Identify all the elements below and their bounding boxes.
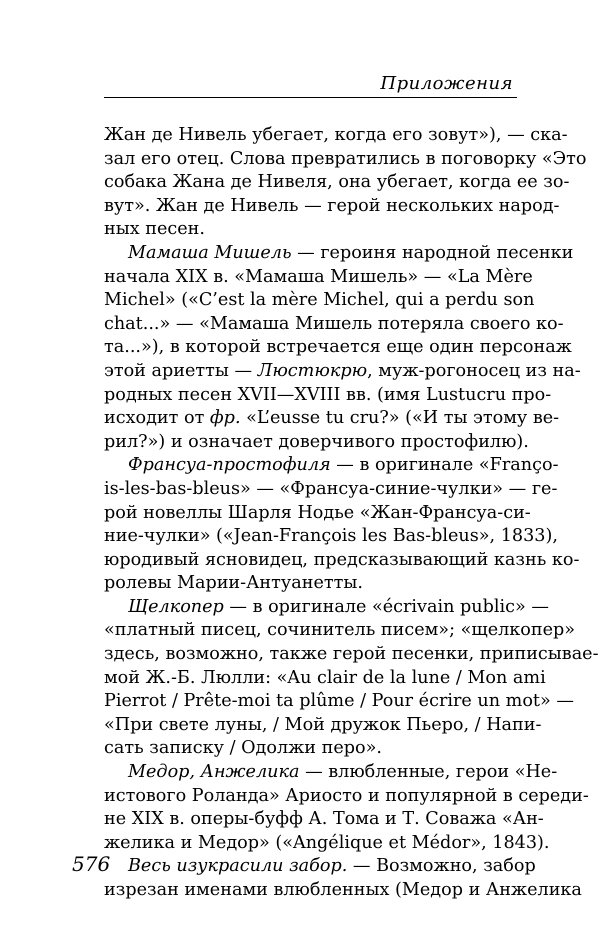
text-line (104, 266, 533, 290)
text-line (104, 832, 550, 856)
text-line (104, 502, 531, 526)
text-run: вут». Жан де Нивель — герой нескольких народ- (104, 195, 560, 216)
text-run: «платный писец, сочинитель писем»; «щелкопер» (104, 620, 576, 641)
text-line (104, 855, 536, 879)
text-run: chat...» — «Мамаша Мишель потеряла своего ко- (104, 313, 564, 334)
text-run: желика и Медор» («Angélique et Médor», 1843). (104, 832, 550, 853)
text-line (104, 289, 535, 313)
text-run: истового Роланда» Ариосто и популярной в середи- (104, 785, 589, 806)
text-run: , муж-рогоносец из на- (367, 360, 581, 381)
text-line (104, 525, 558, 549)
text-line (104, 360, 581, 384)
text-run: Жан де Нивель убегает, когда его зовут»), — ска- (104, 125, 568, 145)
text-line (104, 643, 599, 667)
text-run: ролевы Марии-Антуанетты. (104, 573, 363, 594)
text-run: мой Ж.-Б. Люлли: «Au clair de la lune / Mon ami (104, 667, 546, 688)
text-line (104, 879, 582, 903)
text-line (104, 124, 568, 148)
text-run: — в оригинале «Franço- (330, 455, 559, 476)
text-run: «L’eusse tu cru?» («И ты этому ве- (240, 408, 560, 429)
running-header (104, 73, 517, 98)
text-run: — влюбленные, герои «Не- (299, 762, 558, 783)
text-run: ние-чулки» («Jean-François les Bas-bleus», 1833), (104, 526, 558, 547)
body-text (104, 124, 599, 903)
text-run: здесь, возможно, также герой песенки, приписывае- (104, 644, 599, 665)
text-run: зал его отец. Слова превратились в поговорку «Это (104, 148, 587, 169)
text-line (104, 454, 559, 478)
text-run: рой новеллы Шарля Нодье «Жан-Франсуа-си- (104, 502, 531, 523)
text-run: сать записку / Одолжи перо». (104, 738, 382, 759)
italic-term: Мамаша Мишель (128, 242, 292, 263)
text-run: этой ариетты — (104, 360, 258, 381)
text-run: «При свете луны, / Мой дружок Пьеро, / Напи- (104, 714, 542, 735)
text-line (104, 596, 549, 620)
text-line (104, 785, 589, 809)
text-line (104, 407, 560, 431)
text-line (104, 218, 517, 242)
text-run: юродивый ясновидец, предсказывающий казнь ко- (104, 549, 580, 570)
text-run: рил?») и означает доверчивого простофилю). (104, 431, 529, 452)
running-header-title: Приложения (380, 73, 513, 94)
text-line (104, 572, 517, 596)
text-line (104, 714, 542, 738)
text-line (104, 690, 574, 714)
text-run: не XIX в. оперы-буфф А. Тома и Т. Соважа «Ан- (104, 809, 544, 830)
italic-term: Медор, Анжелика (128, 762, 300, 783)
text-line (104, 667, 546, 691)
text-run: та...»), в которой встречается еще один персонаж (104, 337, 572, 358)
text-run: собака Жана де Нивеля, она убегает, когда ее зо- (104, 172, 570, 193)
text-run: родных песен XVII—XVIII вв. (имя Lustucru про- (104, 384, 552, 405)
text-run: изрезан именами влюбленных (Медор и Анжелика (104, 880, 582, 900)
text-line (104, 619, 576, 643)
text-run: — героиня народной песенки (291, 242, 574, 263)
italic-term: Люстюкрю (257, 360, 368, 381)
text-line (104, 478, 558, 502)
text-line (104, 336, 572, 360)
text-run: ных песен. (104, 219, 205, 240)
italic-term: фр. (209, 408, 241, 429)
page-number: 576 (72, 852, 111, 876)
text-line (104, 431, 529, 455)
text-run: — Возможно, забор (347, 856, 536, 877)
text-line (104, 761, 558, 785)
text-line (104, 148, 587, 172)
text-run: Michel» («C’est la mère Michel, qui a perdu son (104, 290, 535, 311)
text-line (104, 313, 564, 337)
text-run: исходит от (104, 408, 210, 429)
text-line (104, 549, 580, 573)
text-line (104, 242, 574, 266)
text-run: is-les-bas-bleus» — «Франсуа-синие-чулки» — ге- (104, 478, 558, 499)
text-line (104, 808, 544, 832)
text-run: — в оригинале «écrivain public» — (223, 596, 549, 617)
text-line (104, 737, 517, 761)
text-line (104, 195, 560, 219)
italic-term: Щелкопер (128, 596, 224, 617)
italic-term: Весь изукрасили забор. (128, 856, 348, 877)
text-run: начала XIX в. «Мамаша Мишель» — «La Mère (104, 266, 533, 287)
text-run: Pierrot / Prête-moi ta plûme / Pour écrire un mot» — (104, 691, 574, 712)
text-line (104, 384, 552, 408)
italic-term: Франсуа-простофиля (128, 455, 331, 476)
text-line (104, 171, 570, 195)
